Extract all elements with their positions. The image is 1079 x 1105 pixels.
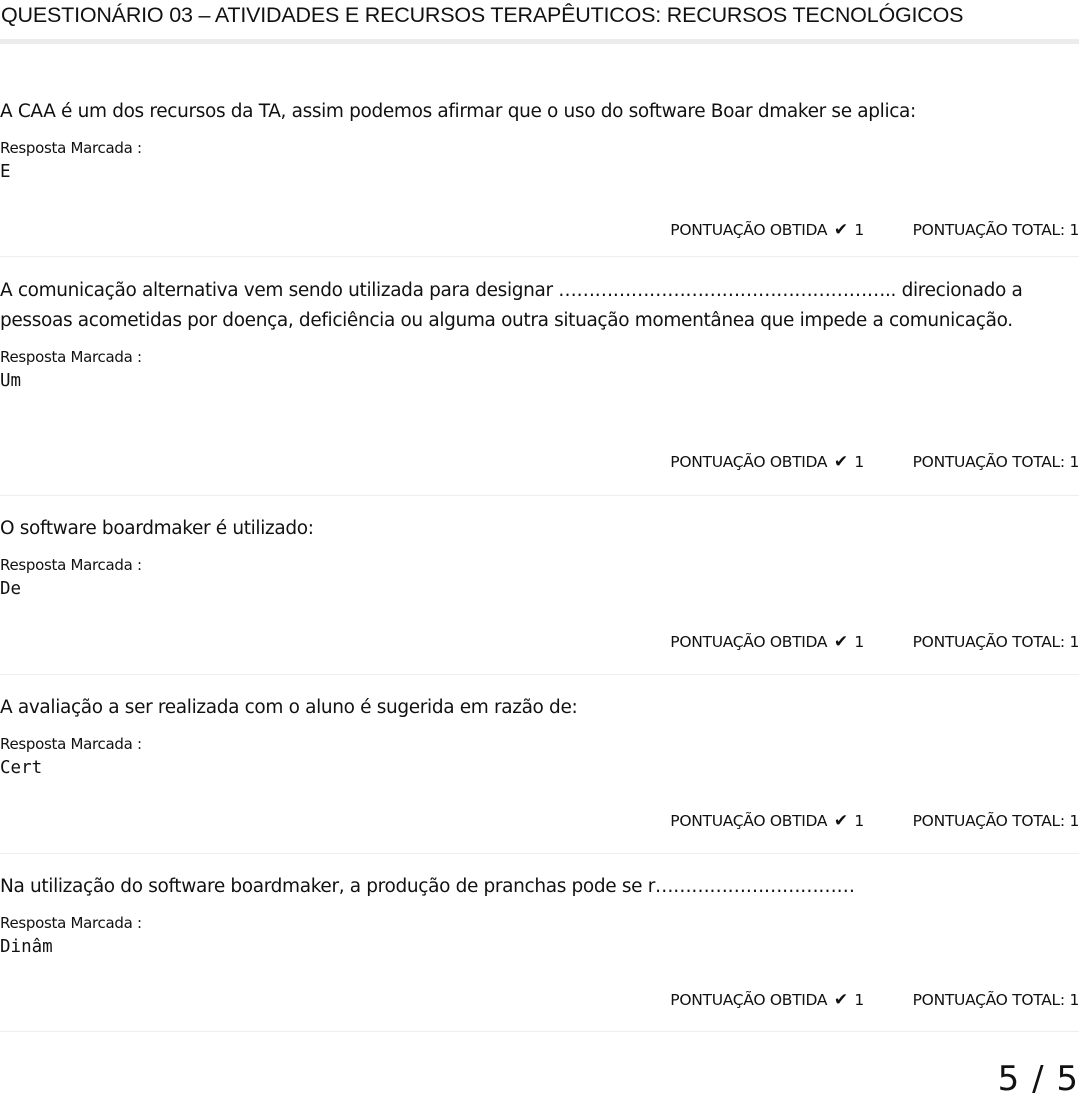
page-title: QUESTIONÁRIO 03 – ATIVIDADES E RECURSOS TERAPÊUTICOS: RECURSOS TECNOLÓGICOS bbox=[1, 3, 964, 27]
score-obtained-value: 1 bbox=[854, 812, 864, 830]
question-text: A avaliação a ser realizada com o aluno é sugerida em razão de: bbox=[0, 697, 578, 718]
score-row bbox=[670, 220, 1079, 240]
question-item bbox=[0, 854, 1079, 1032]
final-score: 5 / 5 bbox=[997, 1059, 1079, 1099]
check-icon: ✔ bbox=[833, 990, 848, 1010]
score-obtained-label: PONTUAÇÃO OBTIDA bbox=[670, 453, 828, 471]
score-total bbox=[913, 453, 1079, 471]
question-item bbox=[0, 257, 1079, 496]
score-obtained bbox=[670, 220, 864, 240]
score-obtained-value: 1 bbox=[854, 633, 864, 651]
page-header bbox=[0, 0, 1079, 44]
score-obtained bbox=[670, 452, 864, 472]
score-obtained-label: PONTUAÇÃO OBTIDA bbox=[670, 633, 828, 651]
score-total-label: PONTUAÇÃO TOTAL: bbox=[912, 991, 1065, 1009]
question-item bbox=[0, 496, 1079, 675]
answer-label: Resposta Marcada : bbox=[0, 735, 142, 753]
check-icon: ✔ bbox=[833, 220, 848, 240]
score-total bbox=[913, 991, 1079, 1009]
score-obtained bbox=[670, 811, 864, 831]
check-icon: ✔ bbox=[833, 811, 848, 831]
question-item bbox=[0, 86, 1079, 257]
score-obtained-label: PONTUAÇÃO OBTIDA bbox=[670, 221, 828, 239]
question-text: A comunicação alternativa vem sendo utilizada para designar ……………………………………………….. direcionado a pessoas acometidas por doença, deficiência ou alguma outra situação momentânea que impede a comunicação. bbox=[0, 280, 1023, 331]
answer-label: Resposta Marcada : bbox=[0, 348, 142, 366]
answer-label: Resposta Marcada : bbox=[0, 139, 142, 157]
answer-value: De bbox=[0, 579, 22, 599]
score-total-value: 1 bbox=[1069, 453, 1079, 471]
answer-label: Resposta Marcada : bbox=[0, 556, 142, 574]
question-item bbox=[0, 675, 1079, 854]
score-total-value: 1 bbox=[1069, 633, 1079, 651]
score-obtained-value: 1 bbox=[854, 453, 864, 471]
score-total bbox=[913, 633, 1079, 651]
score-obtained-label: PONTUAÇÃO OBTIDA bbox=[670, 991, 828, 1009]
check-icon: ✔ bbox=[833, 452, 848, 472]
score-total-label: PONTUAÇÃO TOTAL: bbox=[912, 221, 1065, 239]
score-total bbox=[913, 221, 1079, 239]
score-obtained-value: 1 bbox=[854, 991, 864, 1009]
score-row bbox=[670, 632, 1079, 652]
score-obtained bbox=[670, 990, 864, 1010]
answer-label: Resposta Marcada : bbox=[0, 914, 142, 932]
score-row bbox=[670, 811, 1079, 831]
question-list bbox=[0, 86, 1079, 1032]
check-icon: ✔ bbox=[833, 632, 848, 652]
score-total-value: 1 bbox=[1069, 221, 1079, 239]
question-text: Na utilização do software boardmaker, a produção de pranchas pode se r…………………………… bbox=[0, 876, 855, 897]
score-row bbox=[670, 452, 1079, 472]
score-row bbox=[670, 990, 1079, 1010]
score-total-value: 1 bbox=[1069, 991, 1079, 1009]
score-total-value: 1 bbox=[1069, 812, 1079, 830]
score-obtained-value: 1 bbox=[854, 221, 864, 239]
score-total-label: PONTUAÇÃO TOTAL: bbox=[912, 453, 1065, 471]
score-total bbox=[913, 812, 1079, 830]
question-text: A CAA é um dos recursos da TA, assim podemos afirmar que o uso do software Boar dmaker se aplica: bbox=[0, 101, 916, 122]
answer-value: E bbox=[0, 162, 11, 182]
score-obtained-label: PONTUAÇÃO OBTIDA bbox=[670, 812, 828, 830]
answer-value: Um bbox=[0, 371, 22, 391]
question-text: O software boardmaker é utilizado: bbox=[0, 518, 314, 539]
score-total-label: PONTUAÇÃO TOTAL: bbox=[912, 812, 1065, 830]
answer-value: Dinâm bbox=[0, 937, 53, 957]
score-total-label: PONTUAÇÃO TOTAL: bbox=[912, 633, 1065, 651]
score-obtained bbox=[670, 632, 864, 652]
answer-value: Cert bbox=[0, 758, 43, 778]
